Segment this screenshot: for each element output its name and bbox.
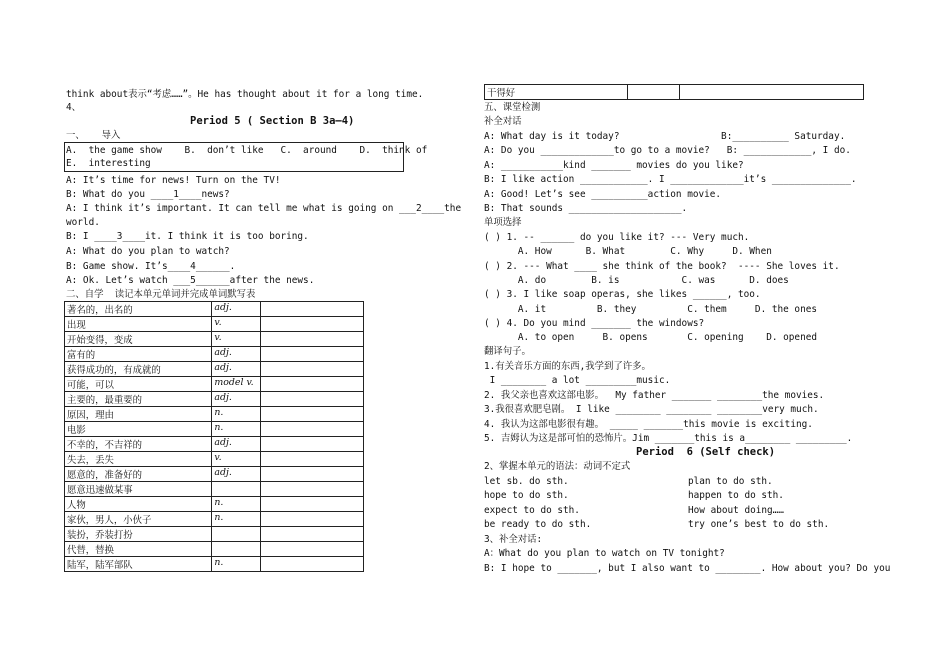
vocab-chinese: 陆军，陆军部队	[65, 557, 212, 572]
vocab-answer-blank[interactable]	[261, 422, 364, 437]
vocab-pos: adj.	[212, 437, 261, 452]
dialogue-line: B: That sounds ____________________.	[484, 203, 688, 214]
vocab-answer-blank[interactable]	[261, 497, 364, 512]
vocab-pos: v.	[212, 452, 261, 467]
vocab-answer-blank[interactable]	[261, 407, 364, 422]
lead-in-heading: 一、 导入	[66, 130, 121, 141]
vocab-pos: n.	[212, 422, 261, 437]
vocab-chinese: 代替，替换	[65, 542, 212, 557]
vocab-answer-blank[interactable]	[261, 362, 364, 377]
vocab-chinese: 获得成功的，有成就的	[65, 362, 212, 377]
dialogue-line: B: I ____3____it. I think it is too boring.	[66, 231, 309, 242]
vocab-row	[65, 317, 364, 332]
vocab-pos	[212, 482, 261, 497]
vocab-chinese: 开始变得，变成	[65, 332, 212, 347]
vocab-pos: v.	[212, 332, 261, 347]
translation-line: 3.我很喜欢肥皂剧。 I like ________ ________ ________very much.	[484, 404, 819, 416]
grammar-item: hope to do sth.	[484, 490, 569, 502]
translation-line: I ________ a lot _________music.	[484, 375, 671, 387]
think-about-note: think about表示“考虑……”。He has thought about it for a long time.	[66, 89, 424, 100]
mc-line: A. do B. is C. was D. does	[484, 274, 789, 286]
vocab-row	[65, 437, 364, 452]
vocab-chinese: 著名的，出名的	[65, 302, 212, 317]
self-study-heading: 二、自学 读记本单元单词并完成单词默写表	[66, 289, 256, 300]
vocab-chinese: 愿意的，准备好的	[65, 467, 212, 482]
vocab-pos: adj.	[212, 392, 261, 407]
vocab-answer-blank[interactable]	[261, 302, 364, 317]
vocab-row	[65, 482, 364, 497]
vocab-row	[65, 362, 364, 377]
period6-title: Period 6 (Self check)	[636, 446, 776, 458]
vocab-answer-blank[interactable]	[261, 347, 364, 362]
period5-title: Period 5 ( Section B 3a—4)	[190, 115, 355, 127]
grammar-heading: 2、掌握本单元的语法：动词不定式	[484, 461, 631, 472]
vocab-answer-blank[interactable]	[261, 317, 364, 332]
vocab-answer-blank[interactable]	[261, 452, 364, 467]
vocab-answer-blank[interactable]	[261, 512, 364, 527]
final-dialogue-line: B: I hope to _______, but I also want to ________. How about you? Do you	[484, 563, 891, 574]
vocab-row	[65, 497, 364, 512]
dialogue-line: A: What do you plan to watch?	[66, 246, 230, 257]
dialogue-line: world.	[66, 217, 100, 228]
complete-dialogue-heading: 补全对话	[484, 116, 522, 127]
final-dialogue-line: A：What do you plan to watch on TV tonight?	[484, 548, 725, 559]
vocab-chinese: 家伙，男人，小伙子	[65, 512, 212, 527]
vocab-table	[64, 301, 364, 572]
dialogue-line: A: What day is it today? B:__________ Saturday.	[484, 131, 846, 142]
vocab-chinese: 装扮，乔装打扮	[65, 527, 212, 542]
vocab-answer-blank[interactable]	[261, 527, 364, 542]
vocab-chinese: 愿意迅速做某事	[65, 482, 212, 497]
vocab-row	[65, 542, 364, 557]
vocab-answer-blank[interactable]	[261, 557, 364, 572]
vocab-row	[65, 527, 364, 542]
dialogue-line: B: What do you ____1____news?	[66, 189, 230, 200]
vocab-pos	[212, 527, 261, 542]
dialogue-line: A: ___________kind _______ movies do you like?	[484, 159, 744, 171]
grammar-item: How about doing……	[688, 504, 784, 516]
mc-line: A. How B. What C. Why D. When	[484, 246, 772, 258]
complete3-heading: 3、补全对话:	[484, 534, 543, 545]
vocab-pos: model v.	[212, 377, 261, 392]
vocab-row	[65, 302, 364, 317]
options-line: E. interesting	[66, 158, 151, 169]
vocab-answer-blank[interactable]	[261, 467, 364, 482]
section5-heading: 五、课堂检测	[484, 102, 541, 113]
mc-line: ( ) 2. --- What ____ she think of the book? ---- She loves it.	[484, 260, 840, 272]
vocab-pos: adj.	[212, 362, 261, 377]
vocab-chinese: 出现	[65, 317, 212, 332]
vocab-pos: adj.	[212, 347, 261, 362]
vocab-answer-blank[interactable]	[261, 437, 364, 452]
translation-line: 5. 吉姆认为这是部可怕的恐怖片。Jim _______this is a________ _________.	[484, 433, 853, 444]
vocab-row	[65, 347, 364, 362]
vocab-chinese: 富有的	[65, 347, 212, 362]
vocab-answer-blank[interactable]	[261, 392, 364, 407]
vocab-chinese: 失去，丢失	[65, 452, 212, 467]
vocab-row	[65, 392, 364, 407]
grammar-item: let sb. do sth.	[484, 476, 569, 487]
vocab-answer-blank[interactable]	[261, 482, 364, 497]
dialogue-line: A: It’s time for news! Turn on the TV!	[66, 175, 281, 186]
translation-line: 1.有关音乐方面的东西,我学到了许多。	[484, 361, 651, 372]
dialogue-line: A: Ok. Let’s watch ___5______after the news.	[66, 275, 315, 286]
translate-heading: 翻译句子。	[484, 346, 531, 357]
vocab-pos: adj.	[212, 467, 261, 482]
grammar-item: expect to do sth.	[484, 504, 580, 516]
dialogue-line: B: I like action ____________. I _____________it’s ______________.	[484, 174, 857, 186]
translation-line: 4. 我认为这部电影很有趣。 _____ _______this movie is exciting.	[484, 418, 813, 430]
translation-line: 2. 我父亲也喜欢这部电影。 My father _______ ________the movies.	[484, 389, 825, 401]
dialogue-line: A: Good! Let’s see __________action movie.	[484, 188, 722, 200]
vocab-row	[65, 512, 364, 527]
top-table-cell: 干得好	[485, 85, 628, 100]
vocab-row	[65, 557, 364, 572]
vocab-pos: n.	[212, 512, 261, 527]
top-table	[484, 84, 864, 100]
vocab-chinese: 主要的，最重要的	[65, 392, 212, 407]
single-choice-heading: 单项选择	[484, 217, 522, 228]
vocab-pos: n.	[212, 497, 261, 512]
mc-line: ( ) 4. Do you mind _______ the windows?	[484, 317, 705, 329]
vocab-row	[65, 407, 364, 422]
top-table-cell	[679, 85, 863, 100]
vocab-answer-blank[interactable]	[261, 377, 364, 392]
mc-line: A. to open B. opens C. opening D. opened	[484, 332, 818, 344]
mc-line: ( ) 3. I like soap operas, she likes ______, too.	[484, 289, 761, 301]
options-line: A. the game show B. don’t like C. around D. think of	[66, 145, 428, 156]
mc-line: ( ) 1. -- ______ do you like it? --- Very much.	[484, 232, 750, 243]
vocab-row	[65, 452, 364, 467]
dialogue-line: A: I think it’s important. It can tell me what is going on ___2____the	[66, 203, 462, 214]
grammar-item: plan to do sth.	[688, 476, 773, 487]
dialogue-line: A: Do you _____________to go to a movie? B: ____________, I do.	[484, 145, 851, 157]
mc-line: A. it B. they C. them D. the ones	[484, 303, 818, 315]
vocab-chinese: 原因，理由	[65, 407, 212, 422]
dialogue-line: B: Game show. It’s____4______.	[66, 261, 236, 272]
vocab-pos: adj.	[212, 302, 261, 317]
vocab-pos: n.	[212, 557, 261, 572]
vocab-row	[65, 422, 364, 437]
vocab-chinese: 电影	[65, 422, 212, 437]
grammar-item: try one’s best to do sth.	[688, 519, 830, 531]
vocab-row	[65, 377, 364, 392]
vocab-pos: v.	[212, 317, 261, 332]
vocab-chinese: 可能，可以	[65, 377, 212, 392]
vocab-answer-blank[interactable]	[261, 332, 364, 347]
grammar-item: be ready to do sth.	[484, 519, 592, 531]
vocab-answer-blank[interactable]	[261, 542, 364, 557]
vocab-chinese: 人物	[65, 497, 212, 512]
vocab-row	[65, 467, 364, 482]
item-number: 4、	[66, 102, 82, 113]
grammar-item: happen to do sth.	[688, 490, 784, 502]
vocab-pos	[212, 542, 261, 557]
top-table-cell	[627, 85, 679, 100]
vocab-row	[65, 332, 364, 347]
vocab-pos: n.	[212, 407, 261, 422]
vocab-chinese: 不幸的，不吉祥的	[65, 437, 212, 452]
